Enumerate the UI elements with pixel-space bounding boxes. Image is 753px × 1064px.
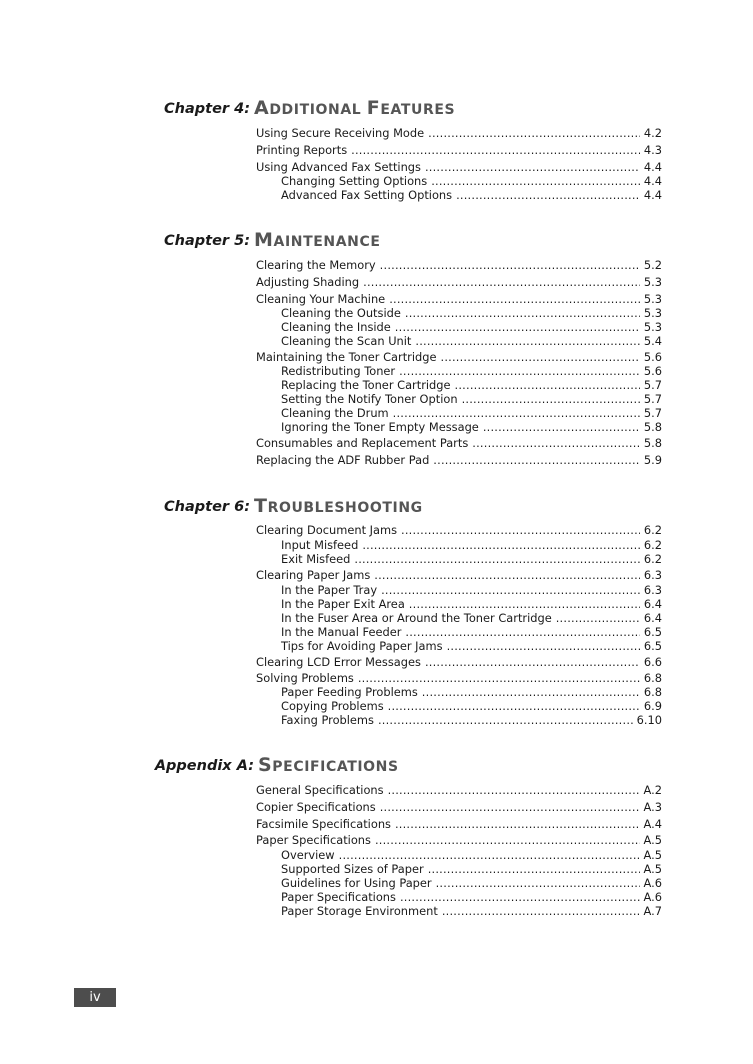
toc-entry-title: Overview [281, 848, 335, 862]
toc-entry-title: Paper Specifications [281, 890, 396, 904]
toc-entry-title: Guidelines for Using Paper [281, 876, 432, 890]
chapter-heading [0, 228, 250, 252]
toc-leader-dots [462, 392, 640, 406]
toc-leader-dots [447, 639, 640, 653]
toc-entry-title: Facsimile Specifications [256, 817, 391, 831]
toc-page-number: A.5 [643, 848, 662, 862]
toc-entry-title: In the Fuser Area or Around the Toner Cartridge [281, 611, 552, 625]
toc-entry[interactable] [256, 436, 662, 450]
chapter-label: Appendix A: [154, 758, 254, 774]
toc-page-number: 5.3 [643, 292, 662, 306]
toc-leader-dots [351, 143, 640, 157]
toc-entry-title: Ignoring the Toner Empty Message [281, 420, 479, 434]
toc-entry-title: Paper Feeding Problems [281, 685, 418, 699]
toc-entry-title: Clearing Document Jams [256, 523, 398, 537]
chapter-title-part: PECIFICATIONS [272, 759, 399, 775]
toc-entry[interactable] [256, 833, 662, 847]
chapter-label: Chapter 4: [164, 101, 250, 117]
toc-entry[interactable] [256, 350, 662, 364]
toc-entry[interactable] [256, 568, 662, 582]
toc-entry-title: In the Manual Feeder [281, 625, 402, 639]
toc-leader-dots [362, 538, 640, 552]
toc-subentry[interactable] [281, 583, 662, 597]
toc-page-number: 5.3 [643, 275, 662, 289]
toc-entry[interactable] [256, 800, 662, 814]
toc-entry[interactable] [256, 275, 662, 289]
toc-page-number: 6.2 [643, 552, 662, 566]
toc-leader-dots [442, 904, 640, 918]
toc-page-number: 5.7 [643, 378, 662, 392]
toc-entry[interactable] [256, 783, 662, 797]
chapter-title-part: T [254, 495, 268, 517]
toc-entry-title: Exit Misfeed [281, 552, 351, 566]
toc-leader-dots [431, 174, 640, 188]
toc-page-number: 6.4 [643, 597, 662, 611]
toc-subentry[interactable] [281, 552, 662, 566]
toc-leader-dots [428, 862, 640, 876]
toc-page-number: 6.5 [643, 625, 662, 639]
toc-page-number: 5.6 [643, 350, 662, 364]
toc-page-number: 6.6 [643, 655, 662, 669]
chapter-label: Chapter 5: [164, 233, 250, 249]
toc-entry-title: Paper Storage Environment [281, 904, 438, 918]
chapter-title-part: DDITIONAL [269, 102, 367, 118]
toc-page-number: 5.8 [643, 420, 662, 434]
toc-page-number: 6.3 [643, 583, 662, 597]
toc-entry-title: Paper Specifications [256, 833, 371, 847]
toc-leader-dots [441, 350, 640, 364]
toc-subentry[interactable] [281, 364, 662, 378]
toc-leader-dots [455, 378, 640, 392]
toc-leader-dots [363, 275, 640, 289]
toc-entry-title: Clearing LCD Error Messages [256, 655, 421, 669]
toc-leader-dots [380, 258, 640, 272]
toc-entry-title: Cleaning the Inside [281, 320, 391, 334]
toc-entry-title: Clearing Paper Jams [256, 568, 371, 582]
toc-leader-dots [405, 306, 640, 320]
toc-leader-dots [422, 685, 640, 699]
toc-page-number: 6.2 [643, 538, 662, 552]
toc-subentry[interactable] [281, 420, 662, 434]
toc-entry-title: Supported Sizes of Paper [281, 862, 424, 876]
toc-subentry[interactable] [281, 685, 662, 699]
toc-page-number: 5.3 [643, 320, 662, 334]
toc-leader-dots [409, 597, 640, 611]
toc-leader-dots [393, 406, 640, 420]
chapter-title-part: F [366, 97, 381, 119]
toc-leader-dots [388, 699, 640, 713]
toc-subentry[interactable] [281, 174, 662, 188]
chapter-title-part: M [254, 229, 274, 251]
chapter-title-part: AINTENANCE [273, 234, 381, 250]
toc-entry[interactable] [256, 160, 662, 174]
toc-leader-dots [388, 783, 640, 797]
toc-leader-dots [556, 611, 640, 625]
toc-leader-dots [381, 583, 640, 597]
toc-leader-dots [456, 188, 640, 202]
toc-entry-title: Copier Specifications [256, 800, 376, 814]
toc-page-number: 5.6 [643, 364, 662, 378]
toc-leader-dots [389, 292, 640, 306]
toc-subentry[interactable] [281, 848, 662, 862]
toc-leader-dots [339, 848, 640, 862]
chapter-title-part: EATURES [380, 102, 456, 118]
toc-leader-dots [436, 876, 640, 890]
toc-page-number: 6.4 [643, 611, 662, 625]
toc-entry-title: Clearing the Memory [256, 258, 376, 272]
toc-entry-title: Redistributing Toner [281, 364, 396, 378]
toc-page-number: 4.2 [643, 126, 662, 140]
toc-entry-title: Adjusting Shading [256, 275, 360, 289]
toc-subentry[interactable] [281, 713, 662, 727]
toc-leader-dots [433, 453, 640, 467]
toc-subentry[interactable] [281, 406, 662, 420]
toc-entry-title: Maintaining the Toner Cartridge [256, 350, 437, 364]
toc-page-number: 6.9 [643, 699, 662, 713]
toc-entry[interactable] [256, 655, 662, 669]
toc-subentry[interactable] [281, 876, 662, 890]
toc-subentry[interactable] [281, 639, 662, 653]
toc-entry-title: Copying Problems [281, 699, 384, 713]
toc-page-number: 5.7 [643, 406, 662, 420]
page-number-box [74, 988, 116, 1007]
toc-entry-title: Solving Problems [256, 671, 354, 685]
toc-page-number: 5.9 [643, 453, 662, 467]
toc-page-number: A.5 [643, 833, 662, 847]
toc-page-number: A.3 [643, 800, 662, 814]
toc-entry-title: Replacing the ADF Rubber Pad [256, 453, 430, 467]
chapter-title-part: A [254, 97, 270, 119]
toc-subentry[interactable] [281, 699, 662, 713]
chapter-title-part: S [258, 754, 273, 776]
chapter-title-part: ROUBLESHOOTING [267, 500, 423, 516]
toc-subentry[interactable] [281, 538, 662, 552]
toc-leader-dots [374, 568, 640, 582]
toc-entry-title: Using Advanced Fax Settings [256, 160, 421, 174]
toc-entry-title: General Specifications [256, 783, 384, 797]
toc-entry-title: Tips for Avoiding Paper Jams [281, 639, 443, 653]
chapter-heading [0, 753, 254, 777]
toc-leader-dots [400, 890, 640, 904]
toc-entry-title: Changing Setting Options [281, 174, 428, 188]
toc-leader-dots [401, 523, 640, 537]
toc-leader-dots [425, 160, 640, 174]
toc-entry-title: In the Paper Exit Area [281, 597, 405, 611]
toc-entry[interactable] [256, 671, 662, 685]
toc-subentry[interactable] [281, 890, 662, 904]
toc-entry[interactable] [256, 453, 662, 467]
toc-subentry[interactable] [281, 378, 662, 392]
toc-leader-dots [375, 833, 640, 847]
toc-subentry[interactable] [281, 392, 662, 406]
toc-subentry[interactable] [281, 597, 662, 611]
toc-entry[interactable] [256, 126, 662, 140]
toc-page-number: 6.5 [643, 639, 662, 653]
toc-leader-dots [354, 552, 640, 566]
toc-leader-dots [378, 713, 633, 727]
toc-page-number: 5.4 [643, 334, 662, 348]
toc-page-number: 6.10 [636, 713, 662, 727]
toc-leader-dots [405, 625, 639, 639]
toc-page-number: 4.3 [643, 143, 662, 157]
chapter-label: Chapter 6: [164, 499, 250, 515]
toc-entry-title: Consumables and Replacement Parts [256, 436, 469, 450]
toc-entry-title: Cleaning Your Machine [256, 292, 386, 306]
toc-subentry[interactable] [281, 611, 662, 625]
toc-leader-dots [395, 320, 640, 334]
toc-subentry[interactable] [281, 320, 662, 334]
toc-subentry[interactable] [281, 188, 662, 202]
toc-page-number: A.5 [643, 862, 662, 876]
toc-page-number: A.2 [643, 783, 662, 797]
toc-entry-title: Replacing the Toner Cartridge [281, 378, 451, 392]
toc-page-number: 5.3 [643, 306, 662, 320]
toc-subentry[interactable] [281, 625, 662, 639]
toc-entry-title: In the Paper Tray [281, 583, 378, 597]
toc-entry-title: Advanced Fax Setting Options [281, 188, 453, 202]
toc-entry-title: Setting the Notify Toner Option [281, 392, 458, 406]
chapter-title [254, 228, 381, 252]
toc-entry-title: Cleaning the Outside [281, 306, 401, 320]
toc-page-number: 6.3 [643, 568, 662, 582]
toc-leader-dots [428, 126, 640, 140]
chapter-title [254, 494, 423, 518]
chapter-title [254, 96, 455, 120]
toc-entry[interactable] [256, 258, 662, 272]
toc-leader-dots [425, 655, 640, 669]
toc-subentry[interactable] [281, 334, 662, 348]
toc-entry-title: Cleaning the Scan Unit [281, 334, 412, 348]
toc-page-number: 4.4 [643, 174, 662, 188]
toc-leader-dots [358, 671, 640, 685]
toc-entry-title: Printing Reports [256, 143, 348, 157]
toc-leader-dots [395, 817, 640, 831]
toc-page-number: 6.2 [643, 523, 662, 537]
toc-leader-dots [483, 420, 640, 434]
toc-page-number: 5.8 [643, 436, 662, 450]
toc-entry-title: Cleaning the Drum [281, 406, 389, 420]
toc-subentry[interactable] [281, 904, 662, 918]
toc-leader-dots [380, 800, 640, 814]
toc-page-number: A.6 [643, 890, 662, 904]
toc-subentry[interactable] [281, 862, 662, 876]
toc-subentry[interactable] [281, 306, 662, 320]
toc-entry[interactable] [256, 523, 662, 537]
toc-entry-title: Faxing Problems [281, 713, 374, 727]
toc-leader-dots [399, 364, 640, 378]
toc-entry[interactable] [256, 292, 662, 306]
toc-leader-dots [415, 334, 640, 348]
chapter-heading [0, 494, 250, 518]
toc-entry[interactable] [256, 817, 662, 831]
toc-page-number: A.7 [643, 904, 662, 918]
toc-page-number: 5.7 [643, 392, 662, 406]
toc-leader-dots [472, 436, 640, 450]
toc-page-number: 5.2 [643, 258, 662, 272]
chapter-heading [0, 96, 250, 120]
toc-page-number: 4.4 [643, 160, 662, 174]
toc-page-number: 4.4 [643, 188, 662, 202]
toc-page-number: 6.8 [643, 685, 662, 699]
toc-entry[interactable] [256, 143, 662, 157]
toc-entry-title: Using Secure Receiving Mode [256, 126, 425, 140]
toc-entry-title: Input Misfeed [281, 538, 359, 552]
page-number: iv [89, 990, 101, 1005]
toc-page-number: 6.8 [643, 671, 662, 685]
toc-page-number: A.4 [643, 817, 662, 831]
toc-page-number: A.6 [643, 876, 662, 890]
chapter-title [258, 753, 399, 777]
